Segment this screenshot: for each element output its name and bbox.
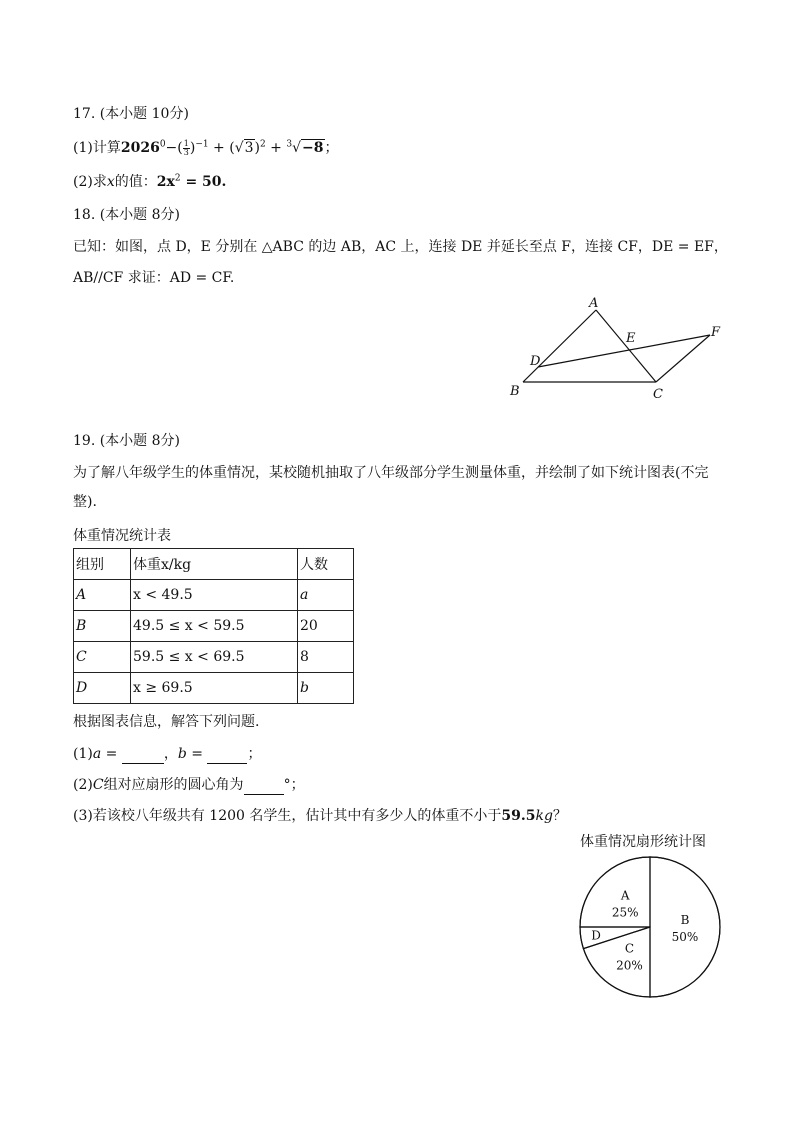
q19-part2 [73,775,305,795]
q19-part1-eq: = [101,746,122,762]
q17-part1-exp0: 0 [159,139,166,150]
q17-part2 [73,172,226,192]
q17-part1-close: ) [189,140,196,156]
q19-part3-unit: kg [535,808,553,824]
q17-part1-plus2: + [265,140,287,156]
q17-cbrt-symbol: √ [292,140,302,156]
table-cell-weight: x ≥ 69.5 [131,673,298,704]
q17-part1-prefix: (1)计算 [73,140,121,156]
q19-intro-line1: 为了解八年级学生的体重情况，某校随机抽取了八年级部分学生测量体重，并绘制了如下统计图表(不完 [73,465,709,481]
segment-df [538,335,710,367]
table-cell-group: A [74,580,131,611]
q19-part2-var: C [92,777,104,793]
q18-header: 18. (本小题 8分) [73,207,180,223]
table-row [74,673,354,704]
table-cell-weight: x < 49.5 [131,580,298,611]
q19-header: 19. (本小题 8分) [73,433,180,449]
answer-blank-b[interactable] [207,749,247,764]
label-a: A [589,296,599,311]
q19-part1-bvar: b [177,746,187,762]
table-header-row [74,549,354,580]
q17-part1-end: ； [324,140,339,156]
segment-ac [596,310,656,382]
q18-line2: AB//CF 求证：AD = CF. [73,270,235,286]
table-header-group: 组别 [74,549,131,580]
q19-part3-text: (3)若该校八年级共有 1200 名学生，估计其中有多少人的体重不小于 [73,808,502,824]
q19-part1 [73,744,261,764]
table-cell-group: C [74,642,131,673]
q19-intro-line2: 整). [73,494,97,510]
pie-label-a: A [620,888,630,903]
q19-part2-end: °； [283,777,305,793]
geometry-figure [500,292,740,402]
table-cell-count: a [298,580,354,611]
pie-label-c: C [624,941,635,956]
q17-part1-exp2: 2 [260,139,266,150]
pie-percent-a: 25% [611,905,639,920]
q19-part3-end: ？ [552,808,567,824]
q19-instruction: 根据图表信息，解答下列问题. [73,714,260,730]
table-cell-weight: 59.5 ≤ x < 69.5 [131,642,298,673]
q19-part3-value: 59.5 [501,808,536,824]
label-d: D [530,354,541,369]
q18-line1: 已知：如图，点 D，E 分别在 △ABC 的边 AB，AC 上，连接 DE 并延长至点 F，连接 CF，DE = EF， [73,239,728,255]
table-row [74,580,354,611]
label-e: E [626,331,636,346]
q17-part1-exp1: −1 [195,139,209,150]
weight-table [73,548,354,704]
q17-part1-base: 2026 [120,140,160,156]
answer-blank-angle[interactable] [244,780,284,795]
table-row [74,642,354,673]
table-cell-weight: 49.5 ≤ x < 59.5 [131,611,298,642]
table-cell-count: 20 [298,611,354,642]
pie-chart-title: 体重情况扇形统计图 [580,834,706,850]
label-c: C [653,387,663,402]
q17-part1-plus1: + ( [208,140,235,156]
pie-label-d: D [591,928,601,943]
q17-sqrt-symbol: √ [234,140,244,156]
q17-part2-eq-a: 2x [156,174,175,190]
pie-percent-b: 50% [671,930,699,944]
q17-part1-fraction [183,140,190,157]
table-header-count: 人数 [298,549,354,580]
table-row [74,611,354,642]
q17-cbrt-arg: −8 [302,140,324,156]
q19-part2-text: 组对应扇形的圆心角为 [103,777,244,793]
table-cell-count: 8 [298,642,354,673]
q17-frac-num: 1 [183,138,189,148]
q17-part2-var: x [106,174,115,190]
q17-part1-minus: −( [165,140,183,156]
q17-header: 17. (本小题 10分) [73,106,189,122]
q19-part1-avar: a [92,746,102,762]
table-header-weight: 体重x/kg [131,549,298,580]
q17-frac-den: 3 [183,147,189,157]
segment-ab [523,310,596,382]
table-cell-group: B [74,611,131,642]
pie-label-b: B [680,913,690,927]
q19-part2-prefix: (2) [73,777,93,793]
pie-percent-c: 20% [616,958,643,973]
q17-part1-close2: ) [254,140,260,156]
q17-part2-prefix: (2)求 [73,174,107,190]
q19-part1-sep: ， [163,746,178,762]
q17-part1 [73,138,339,158]
q19-part1-eq2: = [186,746,208,762]
q17-sqrt-arg: 3 [244,140,254,156]
table-title: 体重情况统计表 [73,528,171,544]
pie-chart [575,853,725,1003]
q19-part1-prefix: (1) [73,746,93,762]
table-cell-group: D [74,673,131,704]
table-cell-count: b [298,673,354,704]
q17-part2-eq-exp: 2 [174,173,181,184]
answer-blank-a[interactable] [122,749,164,764]
q17-part2-eq-b: = 50. [180,174,227,190]
q19-part1-end: ； [247,746,262,762]
q17-cbrt-index: 3 [286,139,293,150]
segment-cf [656,335,710,382]
q19-part3 [73,806,567,826]
label-f: F [711,325,721,340]
q17-part2-mid: 的值： [114,174,157,190]
label-b: B [510,384,520,399]
